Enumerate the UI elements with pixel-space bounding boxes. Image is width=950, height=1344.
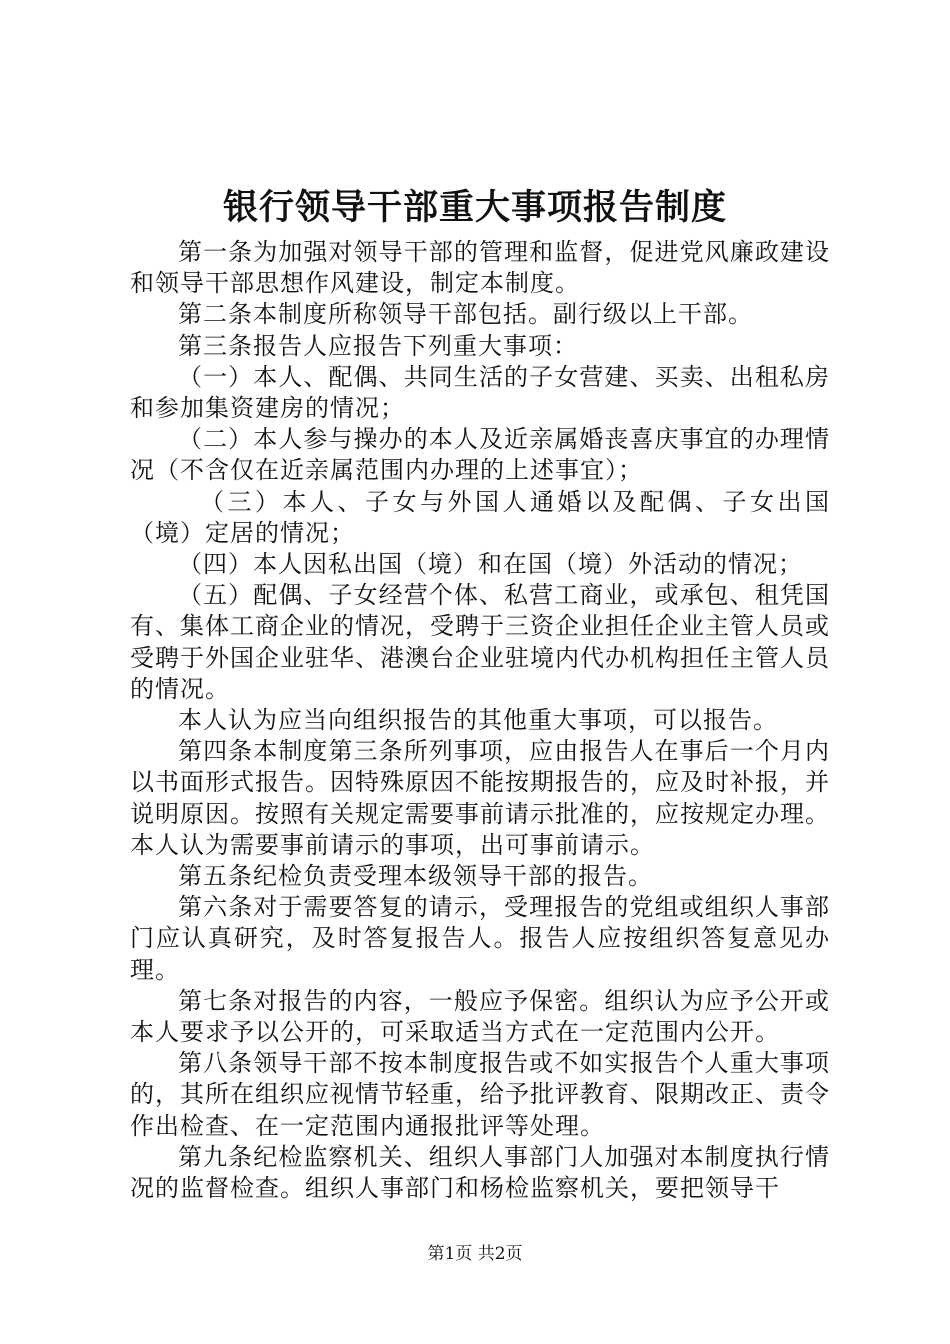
paragraph-item-1: （一）本人、配偶、共同生活的子女营建、买卖、出租私房和参加集资建房的情况； [130,362,830,423]
page-footer [0,1243,950,1265]
paragraph-article-4: 第四条本制度第三条所列事项，应由报告人在事后一个月内以书面形式报告。因特殊原因不能按期报告的，应及时补报，并说明原因。按照有关规定需要事前请示批准的，应按规定办理。本人认为需要事前请示的事项，出可事前请示。 [130,737,830,859]
document-title: 银行领导干部重大事项报告制度 [222,187,727,228]
paragraph-article-2: 第二条本制度所称领导干部包括。副行级以上干部。 [178,300,753,329]
paragraph-item-3: （三）本人、子女与外国人通婚以及配偶、子女出国（境）定居的情况； [130,487,830,547]
paragraph-article-5: 第五条纪检负责受理本级领导干部的报告。 [178,862,653,891]
paragraph-article-9: 第九条纪检监察机关、组织人事部门人加强对本制度执行情况的监督检查。组织人事部门和杨检监察机关，要把领导干 [130,1142,830,1203]
paragraph-article-8: 第八条领导干部不按本制度报告或不如实报告个人重大事项的，其所在组织应视情节轻重，给予批评教育、限期改正、责令作出检查、在一定范围内通报批评等处理。 [130,1049,830,1140]
paragraph-item-4: （四）本人因私出国（境）和在国（境）外活动的情况； [178,550,803,579]
paragraph-article-3: 第三条报告人应报告下列重大事项： [178,331,578,360]
paragraph-article-1: 第一条为加强对领导干部的管理和监督，促进党风廉政建设和领导干部思想作风建设，制定本制度。 [130,238,830,298]
page-number: 第1页 [427,1244,473,1264]
paragraph-article-6: 第六条对于需要答复的请示，受理报告的党组或组织人事部门应认真研究，及时答复报告人。报告人应按组织答复意见办理。 [130,893,830,984]
paragraph-article-7: 第七条对报告的内容，一般应予保密。组织认为应予公开或本人要求予以公开的，可采取适当方式在一定范围内公开。 [130,986,830,1047]
paragraph-item-2: （二）本人参与操办的本人及近亲属婚丧喜庆事宜的办理情况（不含仅在近亲属范围内办理的上述事宜）； [130,425,830,485]
document-body [130,237,830,1204]
paragraph-other-matters: 本人认为应当向组织报告的其他重大事项，可以报告。 [178,706,778,735]
paragraph-item-5: （五）配偶、子女经营个体、私营工商业，或承包、租凭国有、集体工商企业的情况，受聘于三资企业担任企业主管人员或受聘于外国企业驻华、港澳台企业驻境内代办机构担任主管人员的情况。 [130,581,830,703]
page-total: 共2页 [477,1244,523,1264]
